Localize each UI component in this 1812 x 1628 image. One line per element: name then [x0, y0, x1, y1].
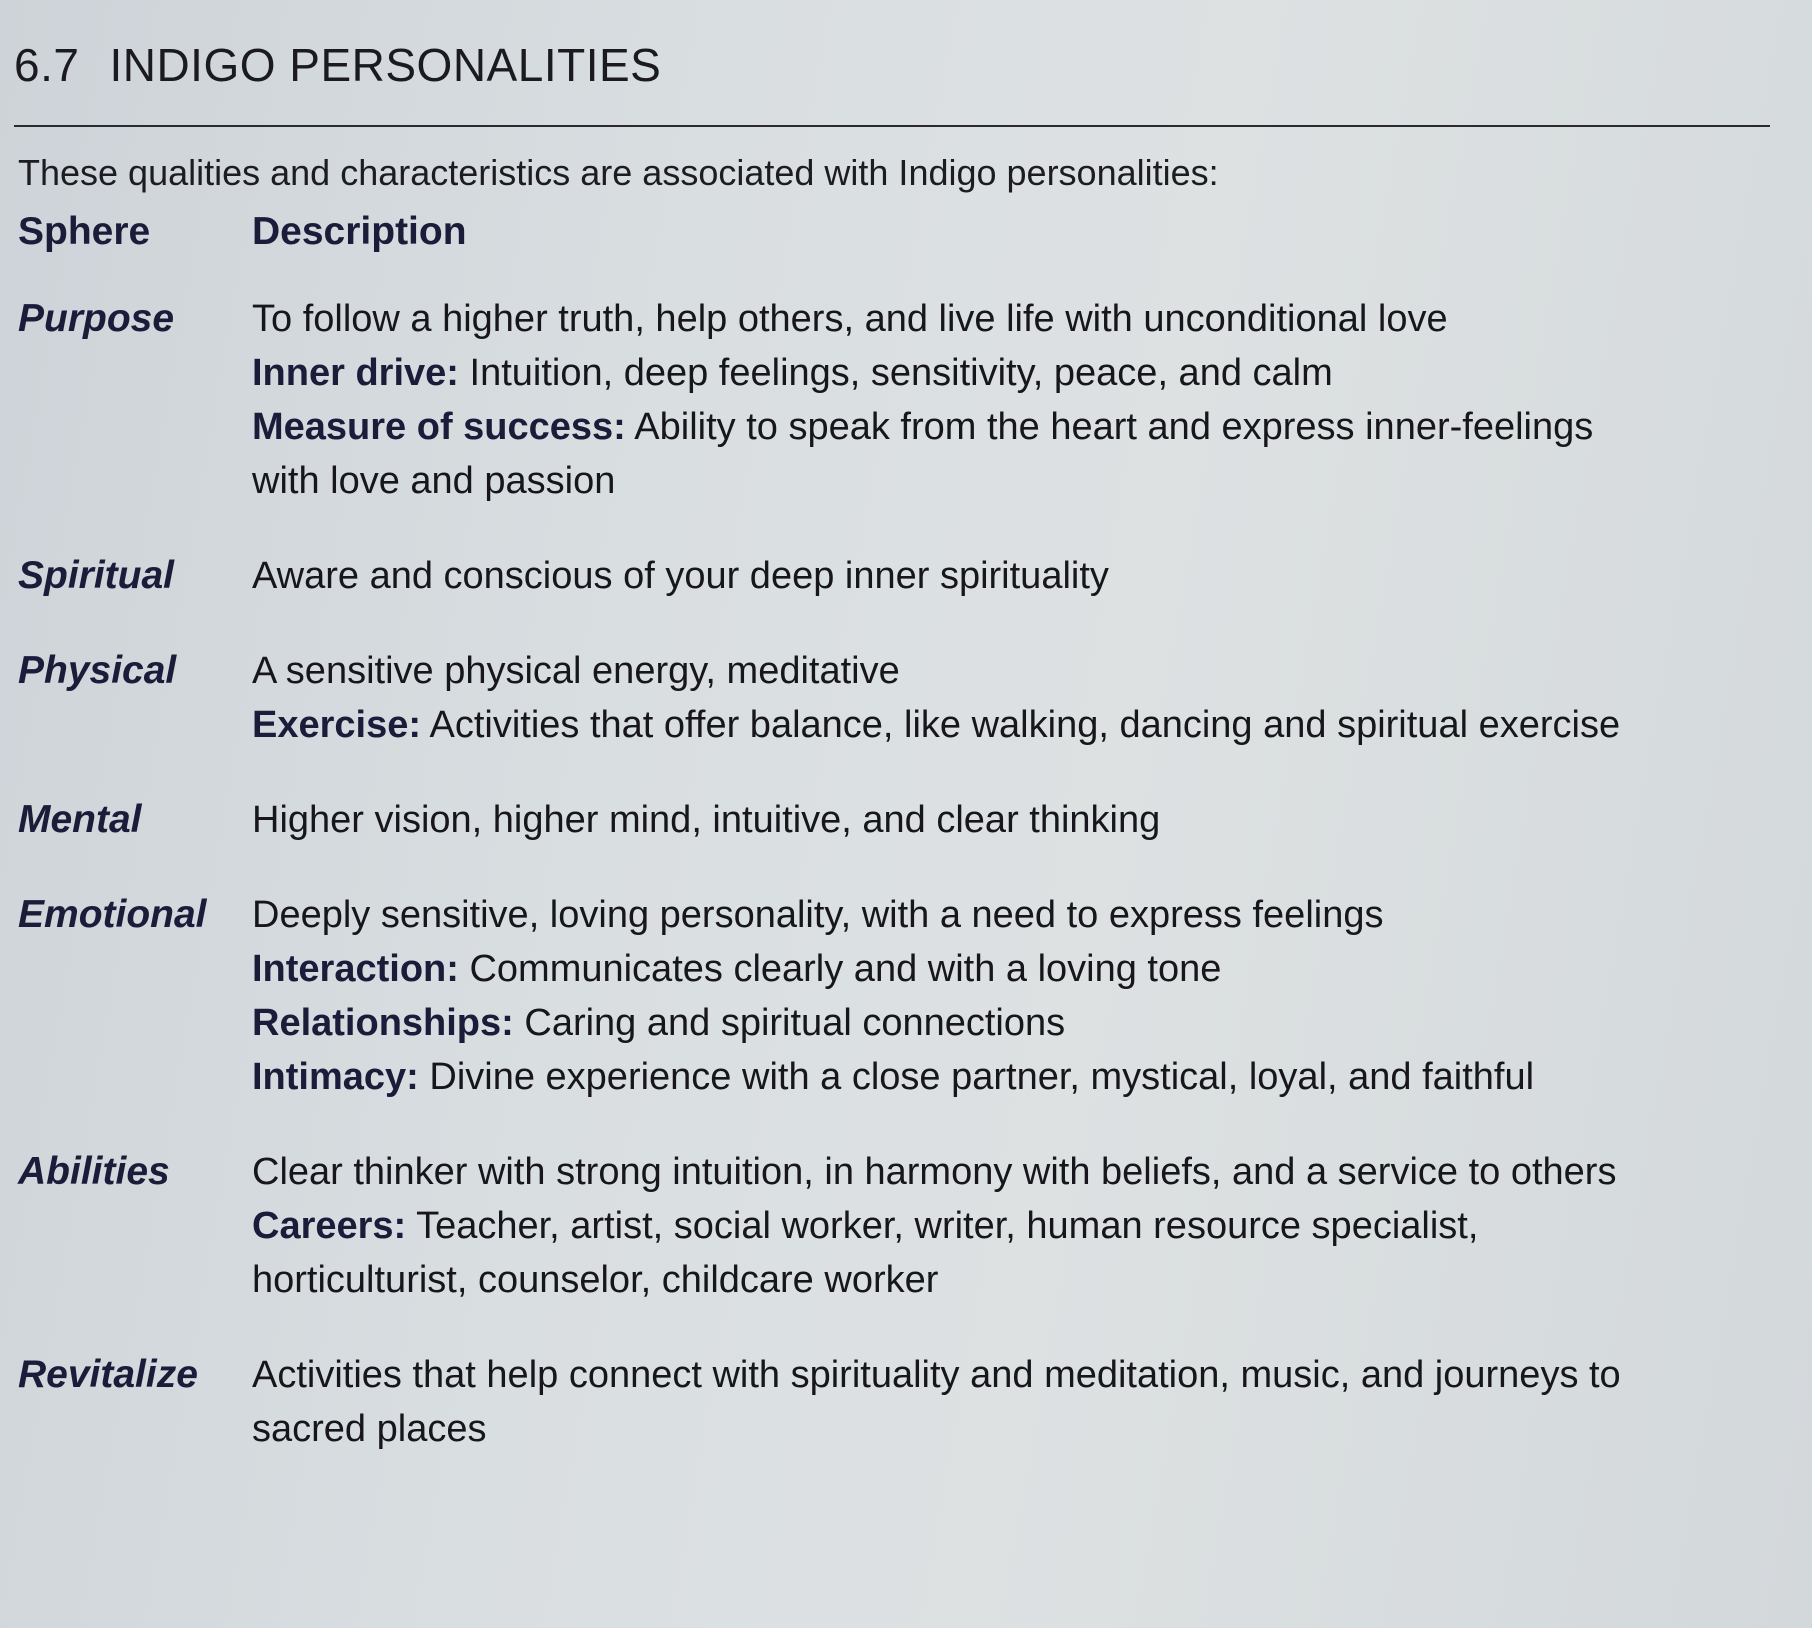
description-line — [252, 400, 1788, 454]
sphere-label: Spiritual — [18, 554, 175, 597]
description-label: Inner drive: — [252, 352, 459, 394]
table-row — [18, 888, 1788, 1104]
sphere-label: Mental — [18, 798, 142, 841]
sphere-label: Purpose — [18, 297, 175, 340]
description-cell — [252, 1145, 1788, 1307]
description-line — [252, 1050, 1788, 1104]
description-cell — [252, 888, 1788, 1104]
column-header-description: Description — [252, 210, 467, 253]
table-row — [18, 644, 1788, 752]
table-row — [18, 1348, 1788, 1456]
description-line — [252, 1348, 1788, 1402]
description-text: Communicates clearly and with a loving tone — [458, 948, 1222, 990]
description-text: To follow a higher truth, help others, and live life with unconditional love — [252, 298, 1448, 340]
description-text: horticulturist, counselor, childcare worker — [252, 1259, 939, 1301]
column-header-sphere: Sphere — [18, 210, 151, 253]
description-text: Clear thinker with strong intuition, in harmony with beliefs, and a service to others — [252, 1151, 1617, 1193]
table-row — [18, 549, 1788, 603]
description-line — [252, 888, 1788, 942]
description-text: with love and passion — [252, 460, 616, 502]
description-line — [252, 1199, 1788, 1253]
description-label: Careers: — [252, 1205, 407, 1247]
description-line — [252, 996, 1788, 1050]
table-header-row — [18, 210, 1788, 292]
description-text: Caring and spiritual connections — [513, 1002, 1066, 1044]
description-line — [252, 454, 1788, 508]
table-body — [18, 292, 1788, 1456]
section-title: INDIGO PERSONALITIES — [109, 39, 662, 91]
description-line — [252, 292, 1788, 346]
description-label: Measure of success: — [252, 406, 626, 448]
description-line — [252, 942, 1788, 996]
description-line — [252, 793, 1788, 847]
description-text: Deeply sensitive, loving personality, with a need to express feelings — [252, 894, 1384, 936]
description-text: Activities that offer balance, like walking, dancing and spiritual exercise — [421, 704, 1621, 746]
description-text: Intuition, deep feelings, sensitivity, peace, and calm — [458, 352, 1333, 394]
table-row — [18, 292, 1788, 508]
sphere-label: Abilities — [18, 1150, 170, 1193]
description-line — [252, 644, 1788, 698]
description-label: Exercise: — [252, 704, 422, 746]
description-line — [252, 1402, 1788, 1456]
description-cell — [252, 549, 1788, 603]
intro-text: These qualities and characteristics are associated with Indigo personalities: — [18, 152, 1219, 193]
description-label: Relationships: — [252, 1002, 514, 1044]
sphere-label: Physical — [18, 649, 177, 692]
description-line — [252, 346, 1788, 400]
description-text: Ability to speak from the heart and express inner-feelings — [625, 406, 1594, 448]
sphere-label: Emotional — [18, 893, 207, 936]
section-number: 6.7 — [14, 39, 80, 91]
sphere-label: Revitalize — [18, 1353, 198, 1396]
description-line — [252, 698, 1788, 752]
description-cell — [252, 1348, 1788, 1456]
description-cell — [252, 292, 1788, 508]
table-row — [18, 793, 1788, 847]
description-text: Higher vision, higher mind, intuitive, and clear thinking — [252, 799, 1161, 841]
description-text: Aware and conscious of your deep inner spirituality — [252, 555, 1109, 597]
description-label: Intimacy: — [252, 1056, 419, 1098]
description-text: Divine experience with a close partner, mystical, loyal, and faithful — [418, 1056, 1535, 1098]
description-text: Teacher, artist, social worker, writer, human resource specialist, — [406, 1205, 1479, 1247]
section-heading — [14, 38, 661, 92]
personality-table — [18, 210, 1788, 1497]
description-text: A sensitive physical energy, meditative — [252, 650, 900, 692]
table-row — [18, 1145, 1788, 1307]
description-text: sacred places — [252, 1408, 487, 1450]
description-line — [252, 1145, 1788, 1199]
description-label: Interaction: — [252, 948, 459, 990]
description-line — [252, 549, 1788, 603]
description-cell — [252, 793, 1788, 847]
heading-rule — [14, 125, 1770, 127]
description-cell — [252, 644, 1788, 752]
description-text: Activities that help connect with spirituality and meditation, music, and journeys to — [252, 1354, 1621, 1396]
description-line — [252, 1253, 1788, 1307]
